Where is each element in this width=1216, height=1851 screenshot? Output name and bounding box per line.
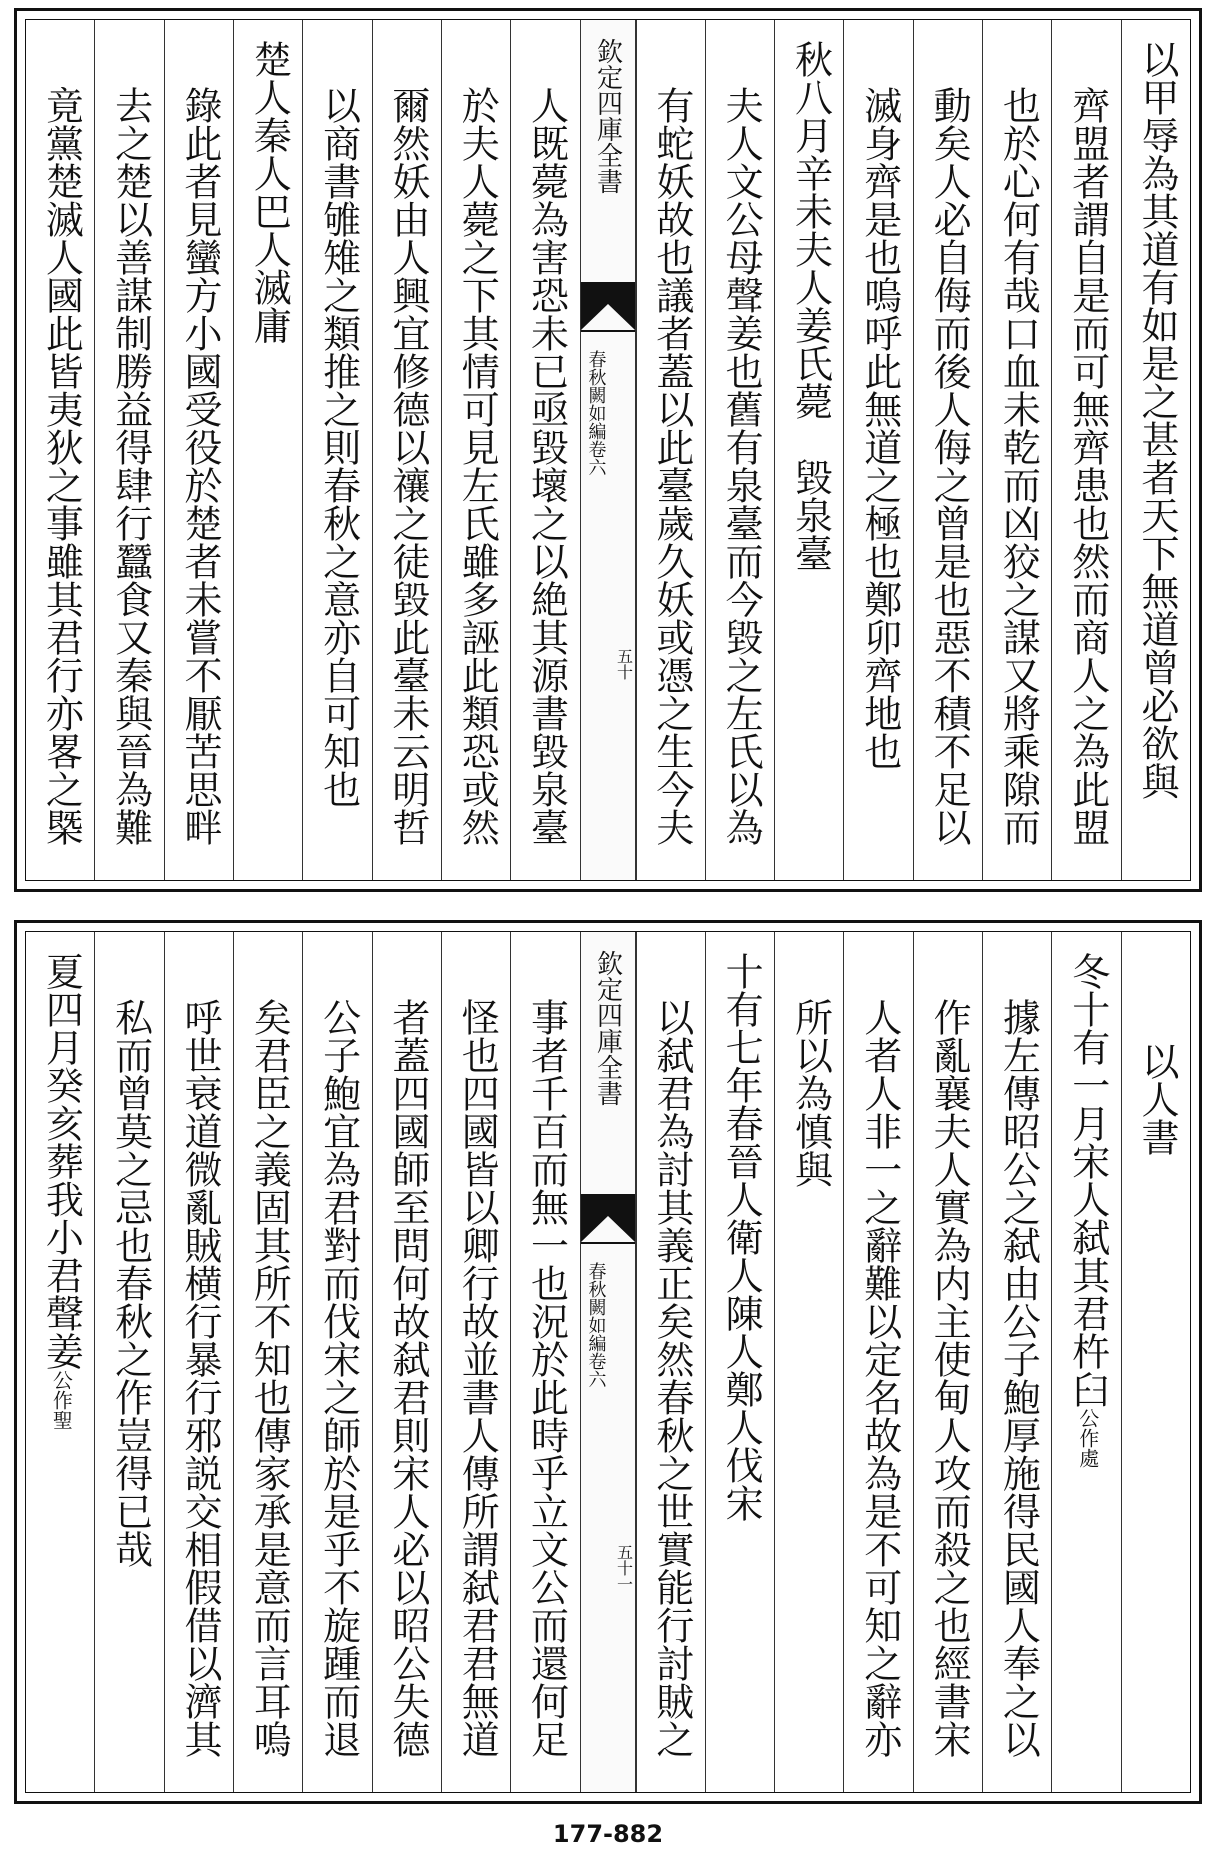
text-column — [1121, 932, 1190, 1792]
column-text: 冬十有一月宋人弑其君杵臼 — [1065, 952, 1110, 1408]
text-column — [1051, 932, 1120, 1792]
volume-label: 春秋闕如編卷六 — [585, 1262, 607, 1388]
text-column: 秋八月辛未夫人姜氏薨 毀泉臺 — [774, 20, 843, 880]
upper-page-columns — [26, 20, 1190, 880]
text-column: 有蛇妖故也議者蓋以此臺歲久妖或憑之生今夫 — [636, 20, 705, 880]
column-text: 私而曾莫之忌也春秋之作豈得已哉 — [108, 998, 153, 1568]
fishtail-icon — [581, 284, 635, 330]
text-column — [913, 932, 982, 1792]
lower-page — [14, 920, 1202, 1804]
center-fold-column — [580, 20, 636, 880]
column-text: 怪也四國皆以卿行故並書人傳所謂弑君君無道 — [455, 998, 500, 1758]
text-column — [843, 932, 912, 1792]
text-column: 爾然妖由人興宜修德以禳之徒毀此臺未云明哲 — [372, 20, 441, 880]
text-column — [774, 932, 843, 1792]
text-column — [302, 932, 371, 1792]
column-text: 呼世衰道微亂賊横行暴行邪説交相假借以濟其 — [177, 998, 222, 1758]
text-column: 以商書雊雉之類推之則春秋之意亦自可知也 — [302, 20, 371, 880]
fishtail-mark — [581, 1194, 635, 1244]
text-column — [26, 932, 94, 1792]
folio-number: 五十一 — [614, 1544, 634, 1592]
text-column: 錄此者見蠻方小國受役於楚者未嘗不厭苦思畔 — [164, 20, 233, 880]
annotation-note: 公作處 — [1075, 1408, 1100, 1468]
upper-page — [14, 8, 1202, 892]
text-column — [441, 932, 510, 1792]
column-text: 公子鮑宜為君對而伐宋之師於是乎不旋踵而退 — [316, 998, 361, 1758]
text-column — [982, 932, 1051, 1792]
text-column: 滅身齊是也嗚呼此無道之極也鄭卯齊地也 — [843, 20, 912, 880]
center-fold-column — [580, 932, 636, 1792]
text-column — [94, 932, 163, 1792]
lower-page-columns — [26, 932, 1190, 1792]
text-column: 人既薨為害恐未已亟毀壞之以絶其源書毀泉臺 — [510, 20, 579, 880]
page-number-footer: 177-882 — [552, 1820, 664, 1848]
text-column: 竟黨楚滅人國此皆夷狄之事雖其君行亦畧之槩 — [39, 86, 84, 846]
column-text: 十有七年春晉人衛人陳人鄭人伐宋 — [719, 952, 764, 1522]
text-column — [372, 932, 441, 1792]
fishtail-icon — [581, 1196, 635, 1242]
column-text: 以弑君為討其義正矣然春秋之世實能行討賊之 — [649, 998, 694, 1758]
text-column: 也於心何有哉口血未乾而凶狡之謀又將乘隙而 — [982, 20, 1051, 880]
fishtail-mark — [581, 282, 635, 332]
column-text: 作亂襄夫人實為内主使甸人攻而殺之也經書宋 — [927, 998, 972, 1758]
text-column: 動矣人必自侮而後人侮之曾是也惡不積不足以 — [913, 20, 982, 880]
column-text: 據左傳昭公之弑由公子鮑厚施得民國人奉之以 — [996, 998, 1041, 1758]
text-column — [636, 932, 705, 1792]
text-column: 楚人秦人巴人滅庸 — [233, 20, 302, 880]
column-text: 事者千百而無一也況於此時乎立文公而還何足 — [524, 998, 569, 1758]
text-column: 齊盟者謂自是而可無齊患也然而商人之為此盟 — [1051, 20, 1120, 880]
book-title: 欽定四庫全書 — [592, 950, 623, 1106]
column-text: 所以為慎與 — [788, 998, 833, 1188]
text-column: 夫人文公母聲姜也舊有泉臺而今毀之左氏以為 — [705, 20, 774, 880]
text-column — [705, 932, 774, 1792]
annotation-note: 公作聖 — [49, 1370, 74, 1430]
column-text: 人者人非一之辭難以定名故為是不可知之辭亦 — [857, 998, 902, 1758]
upper-page-frame — [25, 19, 1191, 881]
column-text: 者蓋四國師至問何故弑君則宋人必以昭公失德 — [385, 998, 430, 1758]
folio-number: 五十 — [614, 648, 634, 680]
text-column: 於夫人薨之下其情可見左氏雖多誣此類恐或然 — [441, 20, 510, 880]
text-column — [510, 932, 579, 1792]
text-column: 去之楚以善謀制勝益得肆行蠶食又秦與晉為難 — [94, 20, 163, 880]
column-text: 矣君臣之義固其所不知也傳家承是意而言耳嗚 — [247, 998, 292, 1758]
volume-label: 春秋闕如編卷六 — [585, 350, 607, 476]
lower-page-frame — [25, 931, 1191, 1793]
column-text: 以人書 — [1135, 1042, 1179, 1156]
text-column — [164, 932, 233, 1792]
text-column: 以甲辱為其道有如是之甚者天下無道曾必欲與 — [1121, 20, 1190, 880]
book-title: 欽定四庫全書 — [592, 38, 623, 194]
column-text: 夏四月癸亥葬我小君聲姜 — [39, 952, 84, 1370]
text-column — [233, 932, 302, 1792]
